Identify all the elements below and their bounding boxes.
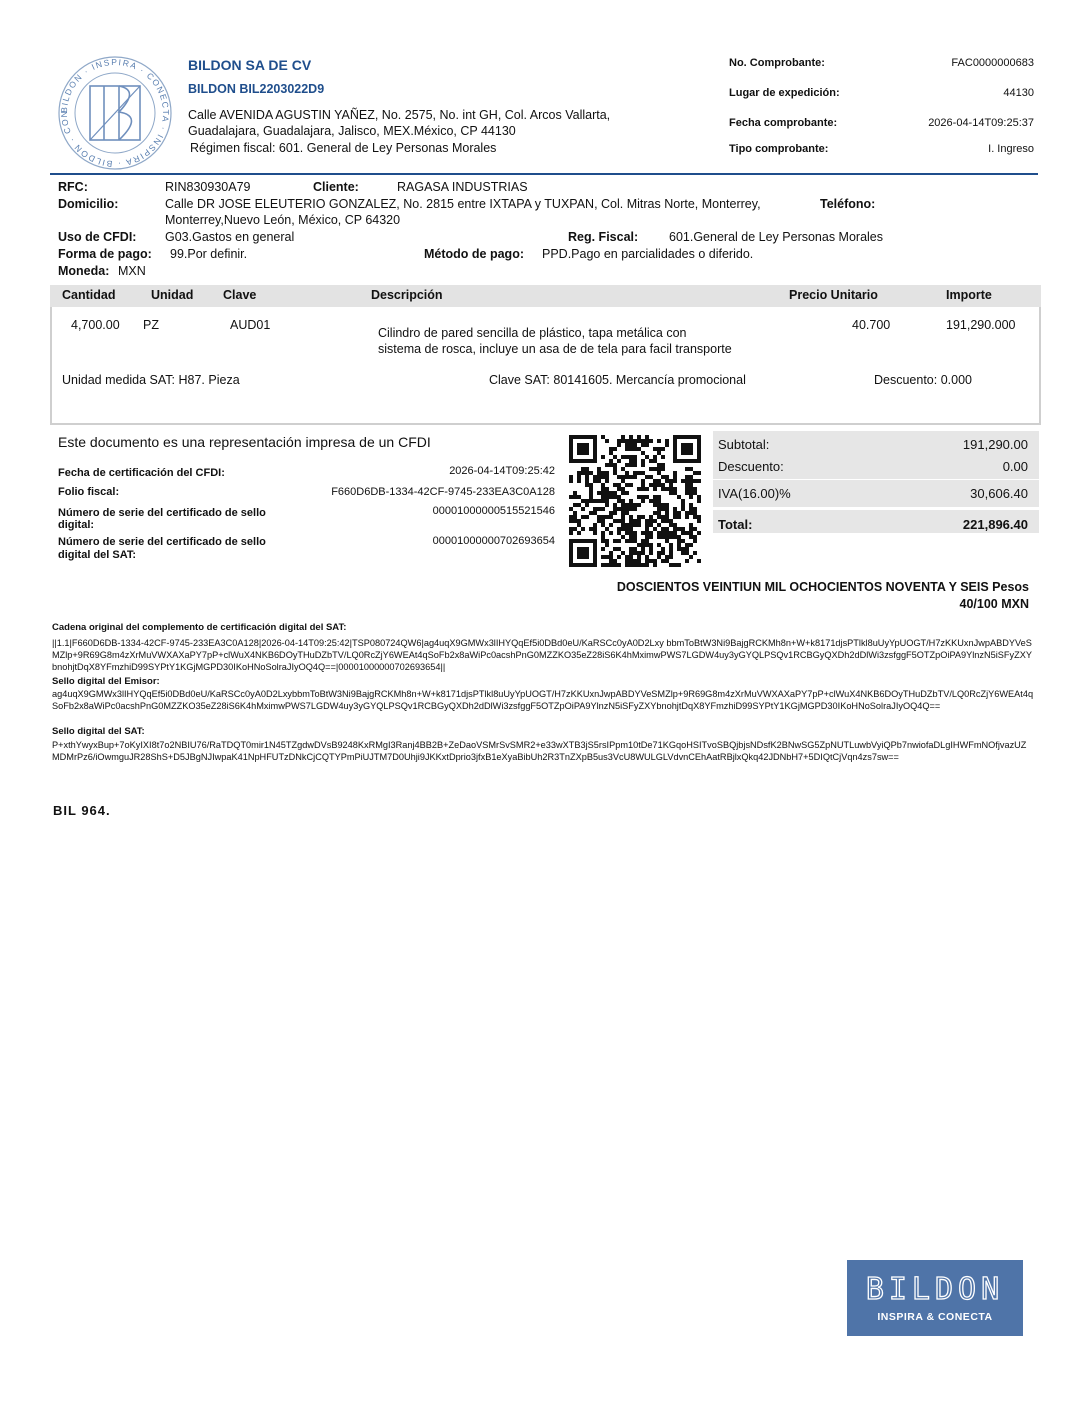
cfdi-representation-text: Este documento es una representación impresa de un CFDI	[58, 434, 431, 450]
domicilio-label: Domicilio:	[58, 197, 119, 211]
item-importe: 191,290.000	[946, 318, 1016, 332]
subtotal-value: 191,290.00	[962, 437, 1028, 452]
lugar-expedicion-value: 44130	[1003, 87, 1034, 99]
domicilio-line-2: Monterrey,Nuevo León, México, CP 64320	[165, 213, 401, 227]
svg-text:BILDON · INSPIRA · CONECTA · I	[56, 54, 171, 169]
cadena-original-value: ||1.1|F660D6DB-1334-42CF-9745-233EA3C0A128|2026-04-14T09:25:42|TSP080724QW6|ag4uqX9GMWx3lIHYQqEf5i0DBd0eU/KaRSCc0yA0D2Lxy bbmToBtW3Ni9BajgRCKMh8n+W+k8171djsPTlkl8uUyYpUOGT/H7zKKUxnJwpABDYVeSMZlp+9R69G8m4zXrMuVWXAXaPY7pP+clWuX4NKB6DOyTHuDZbTV/LQ0RcZjY6WEAt4qSoFb2x8aWiPc0acshPnG0MZZKO35eZ28iS6K4hMximwPWS7LGDW4uy3yGYQLPSQv1RCBGyQXDh2dDlWi3zsfggF5OTZpOiPA9YlnzN5iSFyZXYbnohjtDqX8YFmzhiD99SYPtY1KGjMGPD30IKoHNoSolraJIyOQ4Q==|00001000000702693654||	[52, 638, 1032, 672]
totals-divider-2	[713, 507, 1039, 510]
fecha-comprobante-label: Fecha comprobante:	[729, 117, 838, 129]
serie-emisor-value: 00001000000515521546	[432, 505, 555, 517]
reg-fiscal-value: 601.General de Ley Personas Morales	[669, 230, 884, 244]
tipo-comprobante-label: Tipo comprobante:	[729, 143, 829, 155]
fecha-certificacion-value: 2026-04-14T09:25:42	[449, 465, 555, 477]
comprobante-no-label: No. Comprobante:	[729, 57, 825, 69]
col-importe: Importe	[946, 288, 992, 302]
brand-wordmark: BILDON	[865, 1272, 1005, 1307]
lugar-expedicion-label: Lugar de expedición:	[729, 87, 840, 99]
fecha-comprobante-value: 2026-04-14T09:25:37	[928, 117, 1034, 129]
iva-label: IVA(16.00)%	[718, 486, 791, 501]
emisor-rfc: BILDON BIL2203022D9	[188, 82, 325, 96]
bildon-brand-logo	[847, 1260, 1023, 1336]
metodo-pago-value: PPD.Pago en parcialidades o diferido.	[542, 247, 754, 261]
item-descripcion-line-2: sistema de rosca, incluye un asa de de tela para facil transporte	[378, 342, 732, 356]
items-table-header	[50, 285, 1041, 307]
header-divider	[50, 173, 1038, 175]
emisor-regimen: Régimen fiscal: 601. General de Ley Personas Morales	[190, 141, 497, 155]
item-precio: 40.700	[852, 318, 891, 332]
cliente-value: RAGASA INDUSTRIAS	[397, 180, 528, 194]
cadena-original-label: Cadena original del complemento de certificación digital del SAT:	[52, 622, 347, 633]
iva-value: 30,606.40	[970, 486, 1028, 501]
sello-emisor-value: ag4uqX9GMWx3lIHYQqEf5i0DBd0eU/KaRSCc0yA0D2LxybbmToBtW3Ni9BajgRCKMh8n+W+k8171djsPTlkl8uUyYpUOGT/H7zKKUxnJwpABDYVeSMZlp+9R69G8m4zXrMuVWXAXaPY7pP+clWuX4NKB6DOyTHuDZbTV/LQ0RcZjY6WEAt4qSoFb2x8aWiPc0acshPnG0MZZKO35eZ28iS6K4hMximwPWS7LGDW4uy3yGYQLPSQv1RCBGyQXDh2dDlWi3zsfggF5OTZpOiPA9YlnzN5iSFyZXYbnohjtDqX8YFmzhiD99SYPtY1KGjMGPD30IKoHNoSolraJIyOQ4Q==	[52, 689, 1034, 711]
col-precio: Precio Unitario	[789, 288, 878, 302]
total-en-letra-line-2: 40/100 MXN	[959, 597, 1029, 611]
telefono-label: Teléfono:	[820, 197, 876, 211]
company-seal-logo	[56, 54, 174, 172]
reg-fiscal-label: Reg. Fiscal:	[568, 230, 639, 244]
item-unidad-sat: Unidad medida SAT: H87. Pieza	[62, 373, 240, 387]
forma-pago-value: 99.Por definir.	[170, 247, 248, 261]
serie-sat-label-2: digital del SAT:	[58, 549, 137, 561]
totals-divider-1	[713, 479, 1039, 480]
total-value: 221,896.40	[962, 517, 1028, 532]
item-cantidad: 4,700.00	[71, 318, 120, 332]
subtotal-label: Subtotal:	[718, 437, 770, 452]
serie-sat-label-1: Número de serie del certificado de sello	[58, 536, 266, 548]
moneda-label: Moneda:	[58, 264, 110, 278]
qr-code	[569, 435, 701, 567]
seal-text: BILDON · INSPIRA · CONECTA · INSPIRA · BILDON · CON	[58, 56, 172, 170]
comprobante-no-value: FAC0000000683	[951, 57, 1034, 69]
serie-emisor-label-1: Número de serie del certificado de sello	[58, 507, 266, 519]
item-clave-sat: Clave SAT: 80141605. Mercancía promocional	[489, 373, 746, 387]
document-reference: BIL 964.	[53, 803, 111, 818]
metodo-pago-label: Método de pago:	[424, 247, 524, 261]
folio-fiscal-label: Folio fiscal:	[58, 486, 120, 498]
items-table-body	[50, 307, 1041, 425]
folio-fiscal-value: F660D6DB-1334-42CF-9745-233EA3C0A128	[331, 486, 555, 498]
serie-emisor-label-2: digital:	[58, 519, 95, 531]
col-unidad: Unidad	[151, 288, 194, 302]
tipo-comprobante-value: I. Ingreso	[988, 143, 1034, 155]
forma-pago-label: Forma de pago:	[58, 247, 152, 261]
descuento-label: Descuento:	[718, 459, 784, 474]
col-descripcion: Descripción	[371, 288, 443, 302]
emisor-name: BILDON SA DE CV	[188, 57, 312, 73]
sello-emisor-label: Sello digital del Emisor:	[52, 676, 160, 687]
uso-cfdi-value: G03.Gastos en general	[165, 230, 295, 244]
sello-sat-label: Sello digital del SAT:	[52, 726, 145, 737]
emisor-address-line-1: Calle AVENIDA AGUSTIN YAÑEZ, No. 2575, No. int GH, Col. Arcos Vallarta,	[188, 108, 611, 122]
item-descripcion-line-1: Cilindro de pared sencilla de plástico, tapa metálica con	[378, 326, 687, 340]
cliente-label: Cliente:	[313, 180, 359, 194]
item-descuento: Descuento: 0.000	[874, 373, 972, 387]
rfc-label: RFC:	[58, 180, 88, 194]
total-label: Total:	[718, 517, 753, 532]
col-cantidad: Cantidad	[62, 288, 116, 302]
fecha-certificacion-label: Fecha de certificación del CFDI:	[58, 467, 225, 479]
emisor-address-line-2: Guadalajara, Guadalajara, Jalisco, MEX.México, CP 44130	[188, 124, 516, 138]
sello-sat-value: P+xthYwyxBup+7oKyIXI8t7o2NBIU76/RaTDQT0mir1N45TZgdwDVsB9248KxRMgI3Ranj4BB2B+ZeDaoVSMrSvSMR2+e33wXTB3jS5rsIPpm10tDe71KGqoHSITvoSBQjbjsNDsfK2BNwSG5ZpNUTLuwbVyiQPb7nwiofaDLgIHWFmNOfjvazUZMDMrPz6/iOwmguJR28ShS+D5JBgNJIwpaK41NpHFUTzDNkCjCQTYPmPiUJTM7D0Uhji9JKKxtDprio3jfxB1eXyaBibUh2R3TnZXpB5us3VcU8WULGLVdvnCEhAatRBjlxQkq42JDNbH7+5DIQtCjVqn4zs7sw==	[52, 740, 1027, 762]
item-unidad: PZ	[143, 318, 159, 332]
total-en-letra-line-1: DOSCIENTOS VEINTIUN MIL OCHOCIENTOS NOVENTA Y SEIS Pesos	[616, 580, 1029, 594]
item-clave: AUD01	[230, 318, 271, 332]
serie-sat-value: 00001000000702693654	[432, 535, 555, 547]
col-clave: Clave	[223, 288, 257, 302]
brand-tagline: INSPIRA & CONECTA	[877, 1311, 993, 1323]
uso-cfdi-label: Uso de CFDI:	[58, 230, 137, 244]
moneda-value: MXN	[118, 264, 146, 278]
descuento-value: 0.00	[1002, 459, 1028, 474]
domicilio-line-1: Calle DR JOSE ELEUTERIO GONZALEZ, No. 2815 entre IXTAPA y TUXPAN, Col. Mitras Norte, Monterrey,	[165, 197, 761, 211]
rfc-value: RIN830930A79	[165, 180, 251, 194]
